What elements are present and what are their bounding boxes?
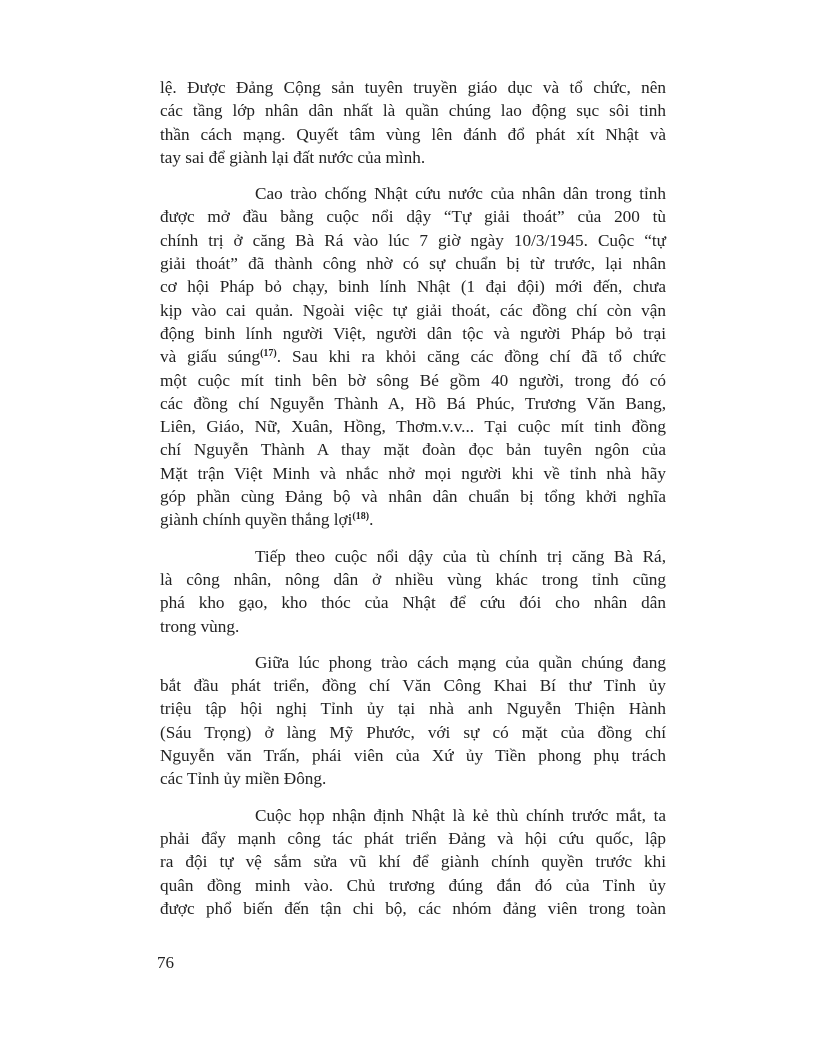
text-line: Nguyễn văn Trấn, phái viên của Xứ ủy Tiền phong phụ trách	[160, 746, 666, 766]
paragraph-5	[160, 804, 666, 920]
text-line: là công nhân, nông dân ở nhiều vùng khác trong tỉnh cũng	[160, 569, 666, 589]
page-number: 76	[157, 953, 174, 972]
text-line: chính trị ở căng Bà Rá vào lúc 7 giờ ngày 10/3/1945. Cuộc “tự	[160, 230, 666, 250]
text-line: tay sai để giành lại đất nước của mình.	[160, 147, 426, 167]
text-segment: và giấu súng	[160, 347, 261, 367]
text-line: giải thoát” đã thành công nhờ có sự chuẩn bị từ trước, lại nhân	[160, 254, 666, 274]
text-line: kịp vào cai quản. Ngoài việc tự giải thoát, các đồng chí còn vận	[160, 300, 666, 320]
text-line: ra đội tự vệ sắm sửa vũ khí để giành chính quyền trước khi	[160, 852, 666, 872]
text-line: phá kho gạo, kho thóc của Nhật để cứu đói cho nhân dân	[160, 593, 666, 613]
text-line: trong vùng.	[160, 616, 240, 636]
text-line: được phổ biến đến tận chi bộ, các nhóm đảng viên trong toàn	[160, 898, 666, 918]
text-line: cơ hội Pháp bỏ chạy, binh lính Nhật (1 đại đội) mới đến, chưa	[160, 277, 666, 297]
document-page	[160, 76, 666, 933]
text-line: quân đồng minh vào. Chủ trương đúng đắn đó của Tỉnh ủy	[160, 875, 666, 895]
text-line: phải đẩy mạnh công tác phát triển Đảng và hội cứu quốc, lập	[160, 828, 666, 848]
text-segment: giành chính quyền thắng lợi	[160, 510, 353, 530]
text-line: triệu tập hội nghị Tỉnh ủy tại nhà anh Nguyễn Thiện Hành	[160, 699, 666, 719]
text-line: Mặt trận Việt Minh và nhắc nhở mọi người khi về tỉnh nhà hãy	[160, 463, 666, 483]
text-segment: .	[369, 510, 374, 530]
text-line: Cao trào chống Nhật cứu nước của nhân dân trong tỉnh	[255, 184, 666, 204]
footnote-ref-17[interactable]: (17)	[260, 348, 277, 360]
text-line-with-footnote	[160, 508, 666, 531]
text-line: các đồng chí Nguyễn Thành A, Hồ Bá Phúc, Trương Văn Bang,	[160, 393, 666, 413]
text-line: (Sáu Trọng) ở làng Mỹ Phước, với sự có mặt của đồng chí	[160, 722, 666, 742]
text-line-with-footnote	[160, 345, 666, 368]
text-line: được mở đầu bằng cuộc nổi dậy “Tự giải thoát” của 200 tù	[160, 207, 666, 227]
paragraph-3	[160, 545, 666, 638]
paragraph-4	[160, 651, 666, 791]
text-segment: . Sau khi ra khỏi căng các đồng chí đã tổ chức	[276, 347, 666, 367]
text-line: Liên, Giáo, Nữ, Xuân, Hồng, Thơm.v.v... Tại cuộc mít tinh đồng	[160, 417, 666, 437]
text-line: các Tỉnh ủy miền Đông.	[160, 769, 327, 789]
text-line: thần cách mạng. Quyết tâm vùng lên đánh đổ phát xít Nhật và	[160, 124, 666, 144]
text-line: động binh lính người Việt, người dân tộc và người Pháp bỏ trại	[160, 323, 666, 343]
text-line: Cuộc họp nhận định Nhật là kẻ thù chính trước mắt, ta	[255, 805, 666, 825]
paragraph-2	[160, 182, 666, 531]
text-line: Tiếp theo cuộc nổi dậy của tù chính trị căng Bà Rá,	[255, 546, 666, 566]
text-line: lệ. Được Đảng Cộng sản tuyên truyền giáo dục và tổ chức, nên	[160, 78, 666, 97]
text-line: bắt đầu phát triển, đồng chí Văn Công Khai Bí thư Tỉnh ủy	[160, 676, 666, 696]
text-line: chí Nguyễn Thành A thay mặt đoàn đọc bản tuyên ngôn của	[160, 440, 666, 460]
paragraph-1	[160, 76, 666, 169]
text-line: góp phần cùng Đảng bộ và nhân dân chuẩn bị tổng khởi nghĩa	[160, 487, 666, 507]
text-line: các tầng lớp nhân dân nhất là quần chúng lao động sục sôi tinh	[160, 101, 666, 121]
text-line: Giữa lúc phong trào cách mạng của quần chúng đang	[255, 652, 666, 672]
text-line: một cuộc mít tinh bên bờ sông Bé gồm 40 người, trong đó có	[160, 370, 666, 390]
footnote-ref-18[interactable]: (18)	[352, 511, 370, 523]
